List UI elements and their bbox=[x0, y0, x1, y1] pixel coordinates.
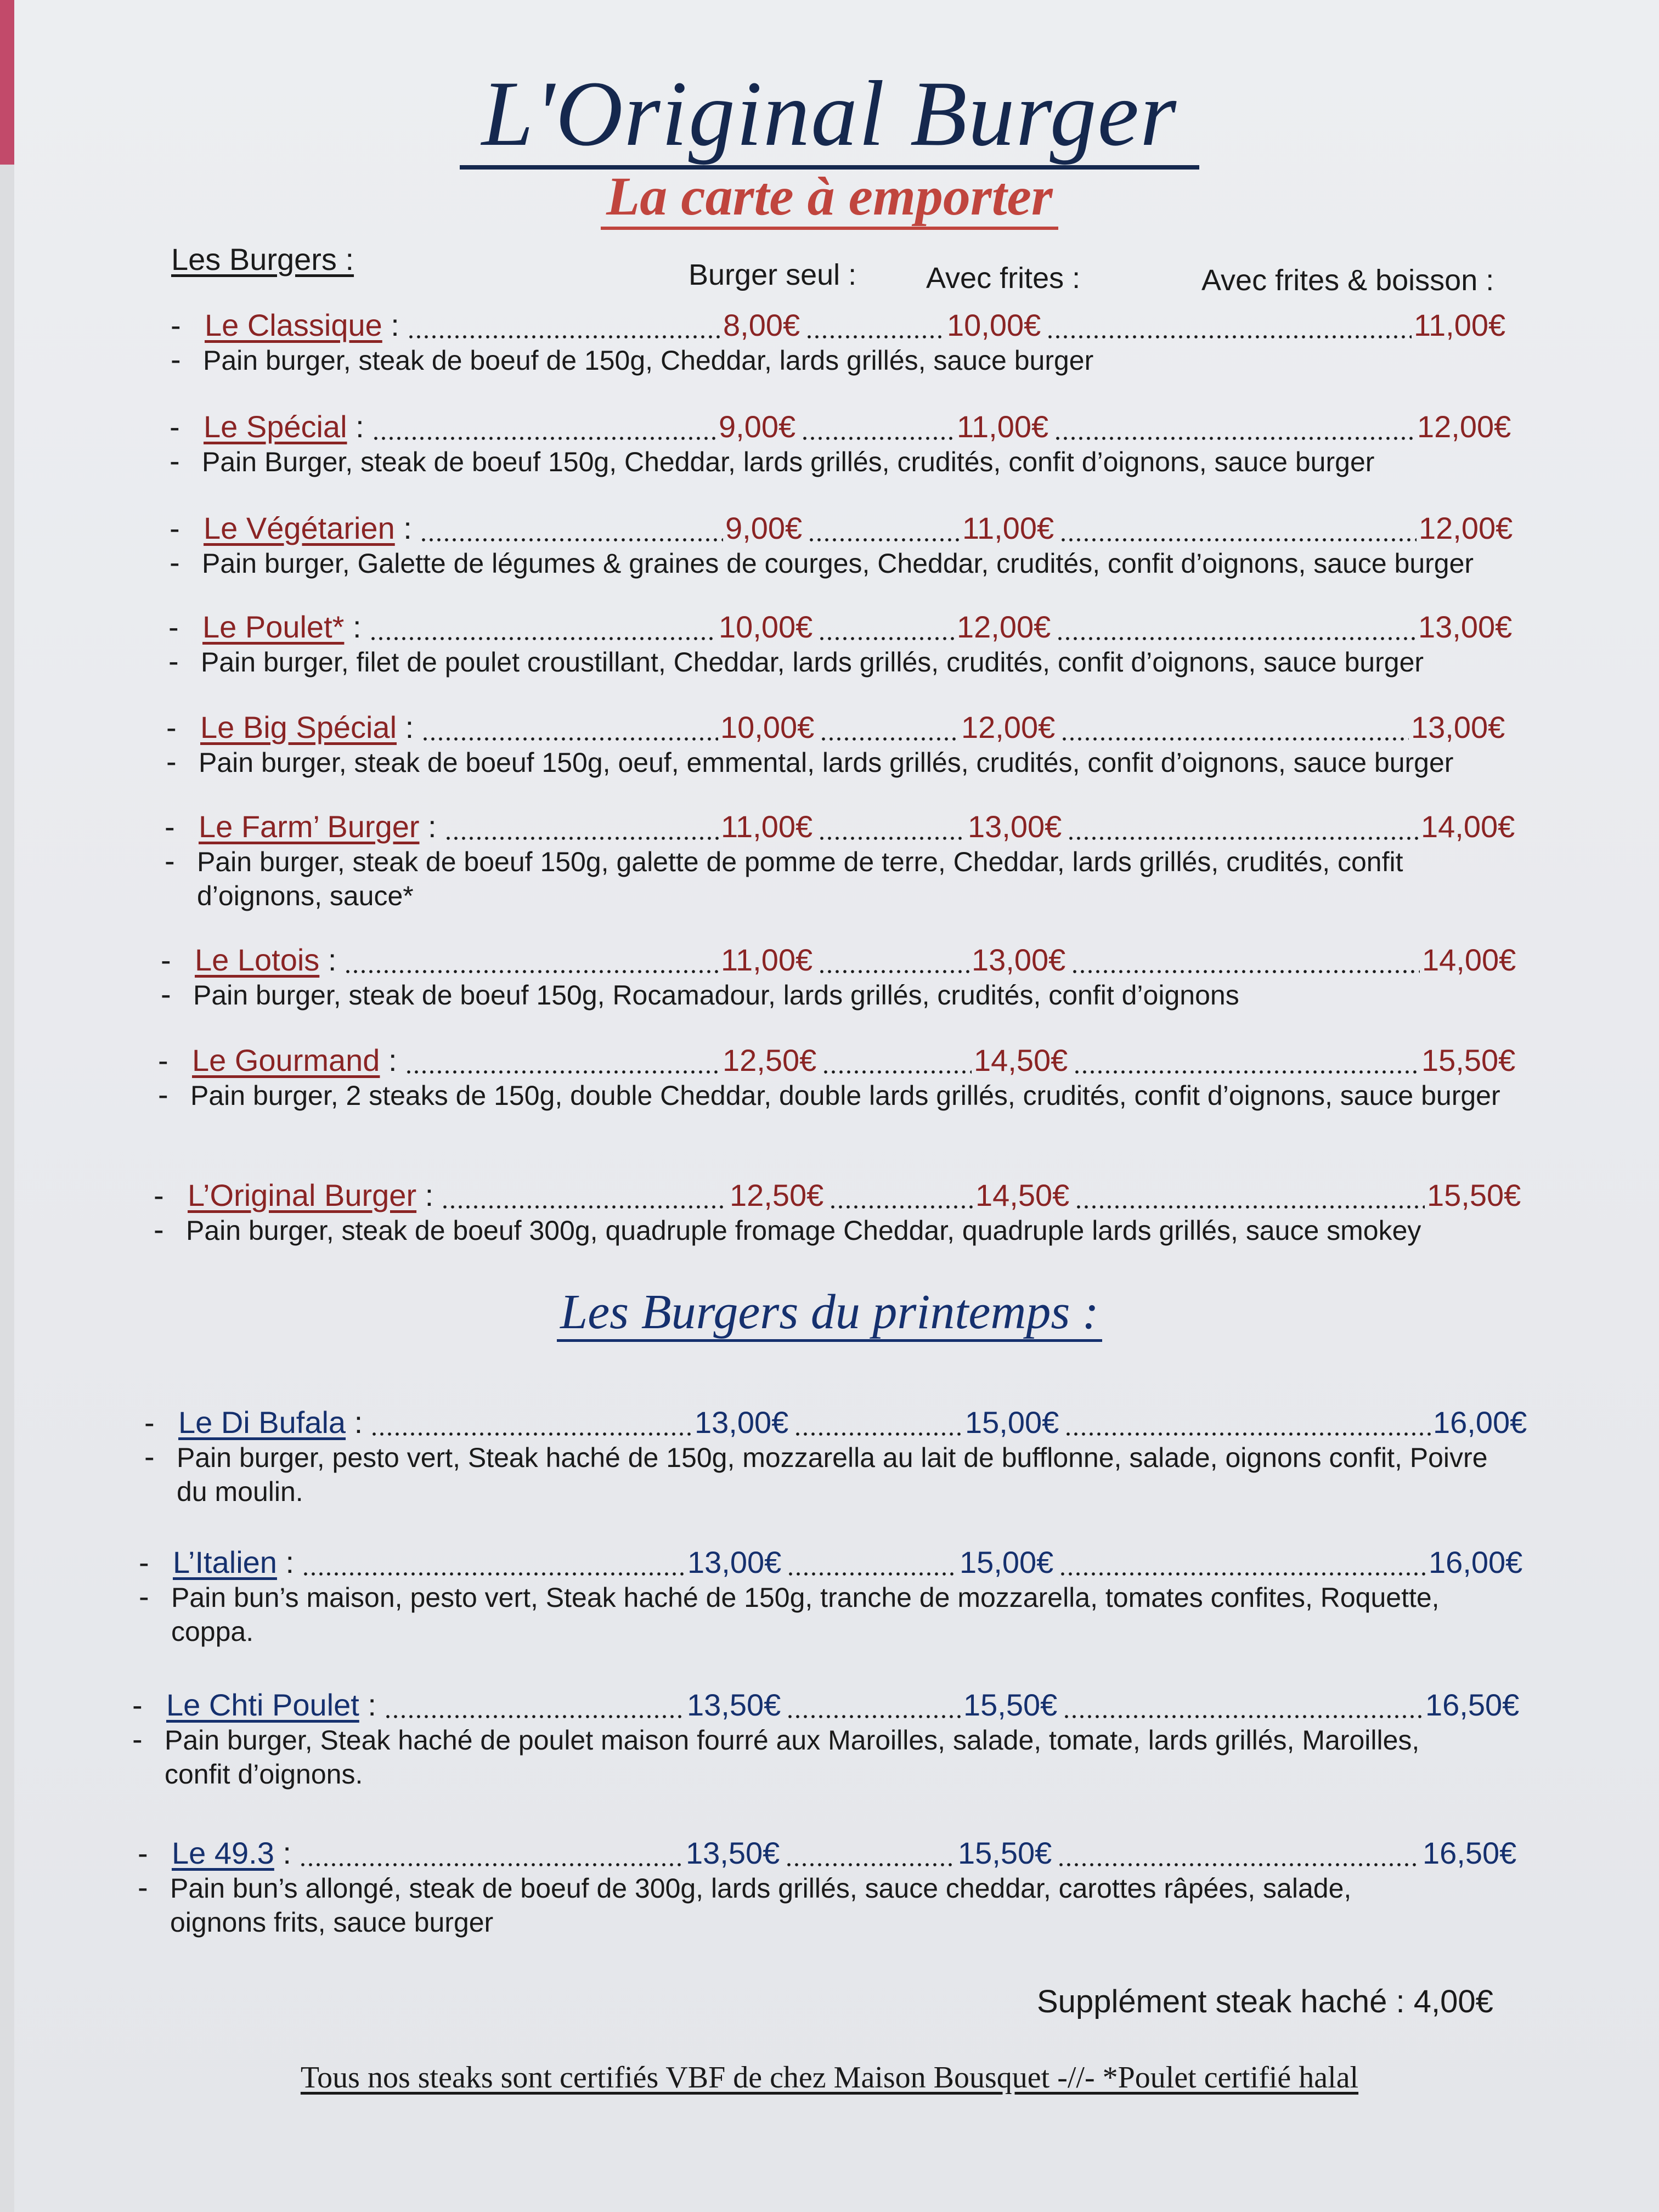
item-price-line bbox=[199, 809, 1520, 847]
dot-leader bbox=[1067, 836, 1419, 840]
dot-leader bbox=[801, 436, 955, 441]
dash-marker: - bbox=[138, 1836, 148, 1870]
dot-leader bbox=[1064, 1432, 1431, 1436]
item-price-line bbox=[204, 409, 1520, 447]
item-description: Pain burger, steak de boeuf 150g, Rocamadour, lards grillés, crudités, confit d’oignons bbox=[193, 980, 1239, 1011]
dash-marker: - bbox=[144, 1439, 155, 1474]
item-description: Pain burger, Galette de légumes & graines de courges, Cheddar, crudités, confit d’oignons, sauce burger bbox=[202, 548, 1474, 579]
item-description: Pain burger, steak de boeuf 150g, galette de pomme de terre, Cheddar, lards grillés, crudités, confit d’oignons, sauce* bbox=[197, 847, 1403, 911]
spring-section-title: Les Burgers du printemps : bbox=[0, 1284, 1659, 1340]
item-price-line bbox=[205, 307, 1520, 346]
item-description: Pain burger, steak de boeuf de 150g, Cheddar, lards grillés, sauce burger bbox=[203, 345, 1094, 376]
item-name: Le Di Bufala bbox=[178, 1405, 346, 1440]
item-name: Le Poulet* bbox=[202, 610, 345, 644]
footer-note: Tous nos steaks sont certifiés VBF de chez Maison Bousquet -//- *Poulet certifié halal bbox=[300, 2061, 1359, 2095]
dash-marker: - bbox=[138, 1870, 148, 1904]
item-name: L’Original Burger bbox=[188, 1178, 417, 1212]
item-separator: : bbox=[319, 943, 337, 977]
item-price-line bbox=[192, 1042, 1520, 1081]
menu-title: L'Original Burger bbox=[0, 60, 1659, 167]
price-1: 11,00€ bbox=[721, 809, 813, 844]
item-separator: : bbox=[344, 610, 362, 644]
dot-leader bbox=[1075, 1205, 1425, 1209]
price-3: 12,00€ bbox=[1419, 511, 1513, 545]
price-2: 12,00€ bbox=[957, 610, 1051, 644]
dash-marker: - bbox=[158, 1043, 168, 1077]
dot-leader bbox=[441, 1205, 727, 1209]
dot-leader bbox=[1056, 636, 1416, 641]
price-2: 15,50€ bbox=[958, 1836, 1052, 1870]
item-price-line bbox=[178, 1404, 1527, 1443]
dot-leader bbox=[1059, 538, 1417, 542]
dot-leader bbox=[372, 436, 716, 441]
dash-marker: - bbox=[168, 644, 179, 678]
dot-leader bbox=[384, 1714, 685, 1719]
item-description: Pain bun’s allongé, steak de boeuf de 300g, lards grillés, sauce cheddar, carottes râpées, salade, oignons frits, sauce burger bbox=[170, 1873, 1352, 1938]
price-3: 16,00€ bbox=[1433, 1405, 1527, 1440]
dash-marker: - bbox=[171, 342, 181, 376]
dash-marker: - bbox=[170, 409, 180, 444]
item-separator: : bbox=[419, 809, 437, 844]
item-name: Le Gourmand bbox=[192, 1043, 380, 1077]
dash-marker: - bbox=[170, 443, 180, 478]
price-2: 13,00€ bbox=[972, 943, 1066, 977]
item-separator: : bbox=[274, 1836, 291, 1870]
price-1: 10,00€ bbox=[719, 610, 813, 644]
dot-leader bbox=[1063, 1714, 1423, 1719]
price-2: 10,00€ bbox=[947, 308, 1041, 342]
item-description: Pain bun’s maison, pesto vert, Steak haché de 150g, tranche de mozzarella, tomates confites, Roquette, coppa. bbox=[171, 1582, 1440, 1647]
price-2: 14,50€ bbox=[974, 1043, 1068, 1077]
item-price-line bbox=[200, 709, 1520, 748]
dot-leader bbox=[787, 1572, 957, 1576]
dot-leader bbox=[822, 1070, 972, 1074]
dot-leader bbox=[370, 1432, 692, 1436]
item-separator: : bbox=[394, 511, 412, 545]
price-3: 14,00€ bbox=[1422, 943, 1516, 977]
item-price-line bbox=[172, 1835, 1520, 1874]
price-3: 11,00€ bbox=[1414, 308, 1506, 342]
dot-leader bbox=[1059, 1572, 1426, 1576]
dash-marker: - bbox=[170, 545, 180, 579]
dot-leader bbox=[786, 1714, 961, 1719]
item-price-line bbox=[166, 1687, 1520, 1725]
item-separator: : bbox=[397, 710, 414, 744]
dash-marker: - bbox=[161, 977, 171, 1011]
price-3: 13,00€ bbox=[1411, 710, 1505, 744]
dash-marker: - bbox=[165, 843, 175, 878]
dot-leader bbox=[1073, 1070, 1419, 1074]
dot-leader bbox=[420, 538, 723, 542]
dot-leader bbox=[1060, 737, 1409, 741]
price-2: 15,00€ bbox=[960, 1545, 1054, 1579]
price-1: 9,00€ bbox=[719, 409, 796, 444]
dot-leader bbox=[1057, 1863, 1420, 1867]
item-description: Pain burger, steak de boeuf 150g, oeuf, emmental, lards grillés, crudités, confit d’oignons, sauce burger bbox=[199, 747, 1454, 778]
dot-leader bbox=[1071, 969, 1420, 974]
price-3: 16,50€ bbox=[1425, 1688, 1520, 1722]
item-description: Pain burger, steak de boeuf 300g, quadruple fromage Cheddar, quadruple lards grillés, sauce smokey bbox=[186, 1215, 1421, 1246]
item-name: Le Big Spécial bbox=[200, 710, 397, 744]
price-3: 14,00€ bbox=[1421, 809, 1515, 844]
dot-leader bbox=[818, 836, 966, 840]
item-name: Le Spécial bbox=[204, 409, 347, 444]
dot-leader bbox=[369, 636, 716, 641]
price-1: 11,00€ bbox=[721, 943, 813, 977]
dot-leader bbox=[444, 836, 719, 840]
dash-marker: - bbox=[166, 744, 177, 778]
dot-leader bbox=[344, 969, 719, 974]
supplement-note: Supplément steak haché : 4,00€ bbox=[1037, 1984, 1493, 2019]
dash-marker: - bbox=[161, 943, 171, 977]
item-separator: : bbox=[416, 1178, 434, 1212]
item-separator: : bbox=[380, 1043, 397, 1077]
item-description: Pain burger, filet de poulet croustillant, Cheddar, lards grillés, crudités, confit d’oignons, sauce burger bbox=[201, 647, 1424, 678]
item-description: Pain Burger, steak de boeuf 150g, Cheddar, lards grillés, crudités, confit d’oignons, sauce burger bbox=[202, 447, 1375, 477]
item-separator: : bbox=[359, 1688, 376, 1722]
price-1: 13,50€ bbox=[687, 1688, 781, 1722]
dash-marker: - bbox=[139, 1579, 149, 1613]
dot-leader bbox=[785, 1863, 956, 1867]
column-header-burger-seul: Burger seul : bbox=[689, 258, 857, 291]
item-name: Le Chti Poulet bbox=[166, 1688, 359, 1722]
price-1: 13,50€ bbox=[686, 1836, 780, 1870]
dash-marker: - bbox=[139, 1545, 149, 1579]
price-2: 11,00€ bbox=[962, 511, 1054, 545]
dot-leader bbox=[818, 969, 969, 974]
item-name: Le Classique bbox=[205, 308, 382, 342]
dash-marker: - bbox=[170, 511, 180, 545]
price-1: 8,00€ bbox=[723, 308, 800, 342]
dot-leader bbox=[805, 335, 945, 339]
dot-leader bbox=[1054, 436, 1415, 441]
dot-leader bbox=[829, 1205, 973, 1209]
price-3: 12,00€ bbox=[1417, 409, 1511, 444]
price-1: 9,00€ bbox=[725, 511, 803, 545]
price-3: 16,00€ bbox=[1429, 1545, 1523, 1579]
item-separator: : bbox=[276, 1545, 295, 1579]
item-name: Le Farm’ Burger bbox=[199, 809, 420, 844]
item-description: Pain burger, Steak haché de poulet maison fourré aux Maroilles, salade, tomate, lards grillés, Maroilles, confit d’oignons. bbox=[165, 1725, 1420, 1790]
price-3: 16,50€ bbox=[1423, 1836, 1517, 1870]
price-3: 15,50€ bbox=[1421, 1043, 1516, 1077]
item-name: Le Lotois bbox=[195, 943, 320, 977]
price-2: 12,00€ bbox=[961, 710, 1056, 744]
price-1: 13,00€ bbox=[687, 1545, 782, 1579]
item-name: L’Italien bbox=[173, 1545, 277, 1579]
item-description: Pain burger, pesto vert, Steak haché de 150g, mozzarella au lait de bufflonne, salade, oignons confit, Poivre du moulin. bbox=[177, 1442, 1488, 1507]
price-1: 12,50€ bbox=[723, 1043, 817, 1077]
dot-leader bbox=[405, 1070, 720, 1074]
price-2: 15,50€ bbox=[963, 1688, 1058, 1722]
dot-leader bbox=[302, 1572, 685, 1576]
item-price-line bbox=[202, 609, 1520, 647]
dash-marker: - bbox=[154, 1212, 164, 1246]
dot-leader bbox=[1046, 335, 1412, 339]
dash-marker: - bbox=[158, 1077, 168, 1111]
price-2: 13,00€ bbox=[968, 809, 1062, 844]
price-3: 13,00€ bbox=[1418, 610, 1513, 644]
dot-leader bbox=[808, 538, 960, 542]
dash-marker: - bbox=[132, 1688, 143, 1722]
item-separator: : bbox=[382, 308, 399, 342]
price-2: 14,50€ bbox=[975, 1178, 1070, 1212]
dot-leader bbox=[794, 1432, 963, 1436]
dot-leader bbox=[421, 737, 718, 741]
price-1: 13,00€ bbox=[695, 1405, 789, 1440]
dash-marker: - bbox=[171, 308, 181, 342]
column-header-avec-frites-boisson: Avec frites & boisson : bbox=[1201, 264, 1494, 297]
menu-subtitle: La carte à emporter bbox=[0, 165, 1659, 228]
dash-marker: - bbox=[165, 809, 175, 844]
price-2: 15,00€ bbox=[965, 1405, 1059, 1440]
item-description: Pain burger, 2 steaks de 150g, double Cheddar, double lards grillés, crudités, confit d’oignons, sauce burger bbox=[190, 1080, 1500, 1111]
item-separator: : bbox=[347, 409, 364, 444]
dash-marker: - bbox=[132, 1722, 143, 1756]
price-1: 12,50€ bbox=[730, 1178, 824, 1212]
item-price-line bbox=[204, 510, 1520, 549]
item-price-line bbox=[195, 942, 1520, 980]
section-label: Les Burgers : bbox=[171, 242, 354, 276]
dot-leader bbox=[407, 335, 721, 339]
dash-marker: - bbox=[168, 610, 179, 644]
dot-leader bbox=[299, 1863, 684, 1867]
dash-marker: - bbox=[166, 710, 177, 744]
dot-leader bbox=[818, 636, 955, 641]
item-name: Le 49.3 bbox=[172, 1836, 274, 1870]
dash-marker: - bbox=[154, 1178, 164, 1212]
price-1: 10,00€ bbox=[720, 710, 815, 744]
item-price-line bbox=[188, 1177, 1520, 1216]
price-2: 11,00€ bbox=[957, 409, 1049, 444]
dash-marker: - bbox=[144, 1405, 155, 1440]
dot-leader bbox=[820, 737, 959, 741]
price-3: 15,50€ bbox=[1427, 1178, 1521, 1212]
column-header-avec-frites: Avec frites : bbox=[926, 262, 1081, 295]
item-price-line bbox=[173, 1544, 1523, 1583]
item-name: Le Végétarien bbox=[204, 511, 395, 545]
item-separator: : bbox=[346, 1405, 363, 1440]
